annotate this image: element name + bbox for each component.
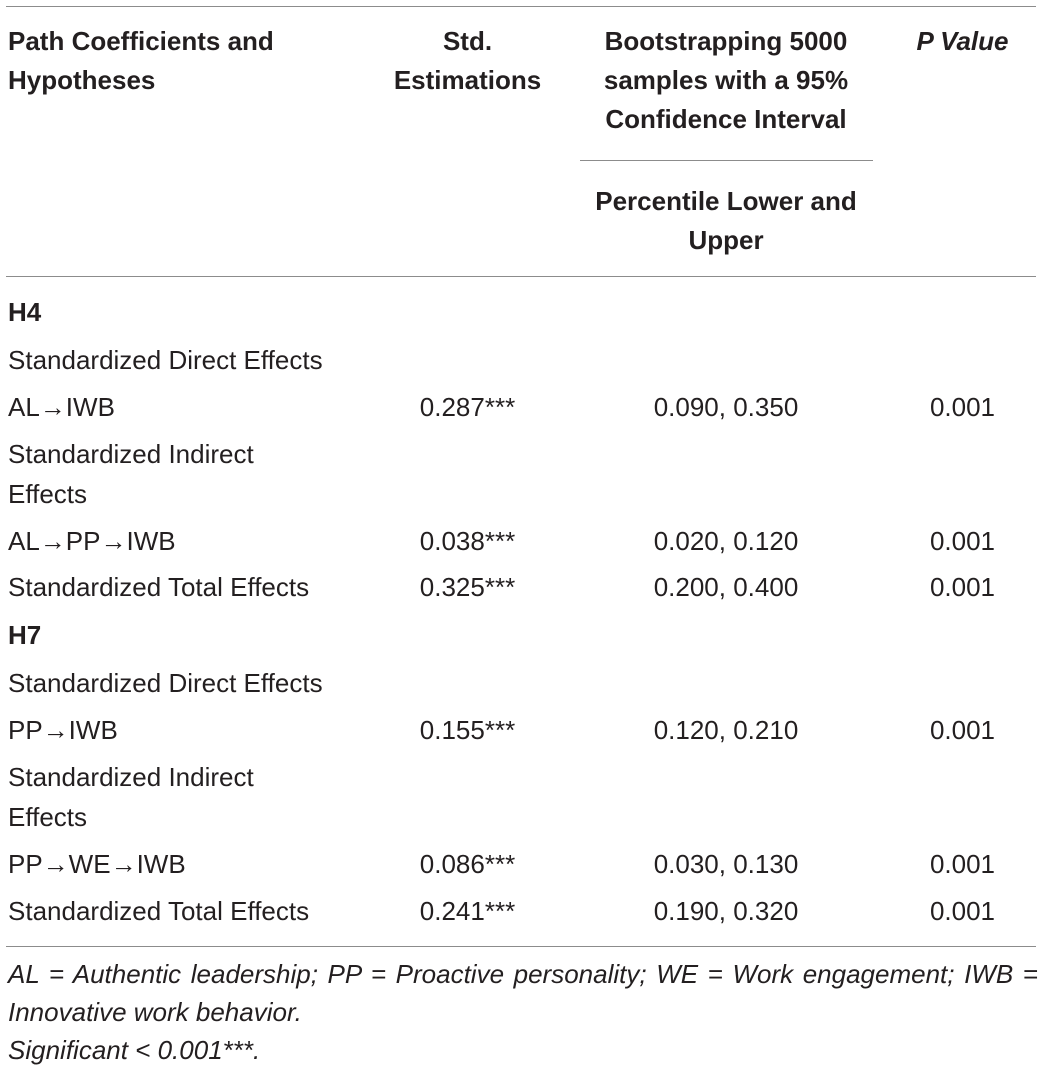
header-p-value: P Value xyxy=(916,26,1009,56)
row-label: PP→WE→IWB xyxy=(8,849,186,879)
row-confidence-interval: 0.030, 0.130 xyxy=(653,849,799,879)
header-bottom-rule xyxy=(6,276,1036,277)
row-estimation: 0.155*** xyxy=(419,715,516,745)
row-label: Standardized Indirect Effects xyxy=(8,439,254,509)
row-label: Standardized Direct Effects xyxy=(8,345,323,375)
table-bottom-rule xyxy=(6,946,1036,947)
row-p-value: 0.001 xyxy=(929,392,996,422)
row-estimation: 0.038*** xyxy=(419,526,516,556)
footnote-significance: Significant < 0.001***. xyxy=(8,1035,261,1065)
footnote-abbreviations: AL = Authentic leadership; PP = Proactive personality; WE = Work engagement; IWB = Innovative work behavior. xyxy=(8,959,1038,1027)
row-p-value: 0.001 xyxy=(929,526,996,556)
header-path-coefficients: Path Coefficients and Hypotheses xyxy=(8,26,274,95)
row-label: Standardized Direct Effects xyxy=(8,668,323,698)
row-estimation: 0.325*** xyxy=(419,572,516,602)
group-label-h4: H4 xyxy=(8,297,42,327)
row-label: Standardized Total Effects xyxy=(8,572,310,602)
table-top-rule xyxy=(6,6,1036,7)
row-label: AL→PP→IWB xyxy=(8,526,176,556)
row-p-value: 0.001 xyxy=(929,572,996,602)
row-label: PP→IWB xyxy=(8,715,118,745)
row-label: Standardized Total Effects xyxy=(8,896,310,926)
header-percentile: Percentile Lower and Upper xyxy=(595,186,857,255)
row-p-value: 0.001 xyxy=(929,849,996,879)
header-bootstrapping: Bootstrapping 5000 samples with a 95% Confidence Interval xyxy=(603,26,849,134)
row-p-value: 0.001 xyxy=(929,715,996,745)
row-label: Standardized Indirect Effects xyxy=(8,762,254,832)
row-confidence-interval: 0.190, 0.320 xyxy=(653,896,799,926)
group-label-h7: H7 xyxy=(8,620,42,650)
row-p-value: 0.001 xyxy=(929,896,996,926)
row-estimation: 0.287*** xyxy=(419,392,516,422)
header-subrule xyxy=(580,160,873,161)
row-estimation: 0.086*** xyxy=(419,849,516,879)
row-confidence-interval: 0.200, 0.400 xyxy=(653,572,799,602)
row-confidence-interval: 0.020, 0.120 xyxy=(653,526,799,556)
row-estimation: 0.241*** xyxy=(419,896,516,926)
row-confidence-interval: 0.090, 0.350 xyxy=(653,392,799,422)
row-confidence-interval: 0.120, 0.210 xyxy=(653,715,799,745)
row-label: AL→IWB xyxy=(8,392,115,422)
header-std-estimations: Std. Estimations xyxy=(393,26,542,95)
